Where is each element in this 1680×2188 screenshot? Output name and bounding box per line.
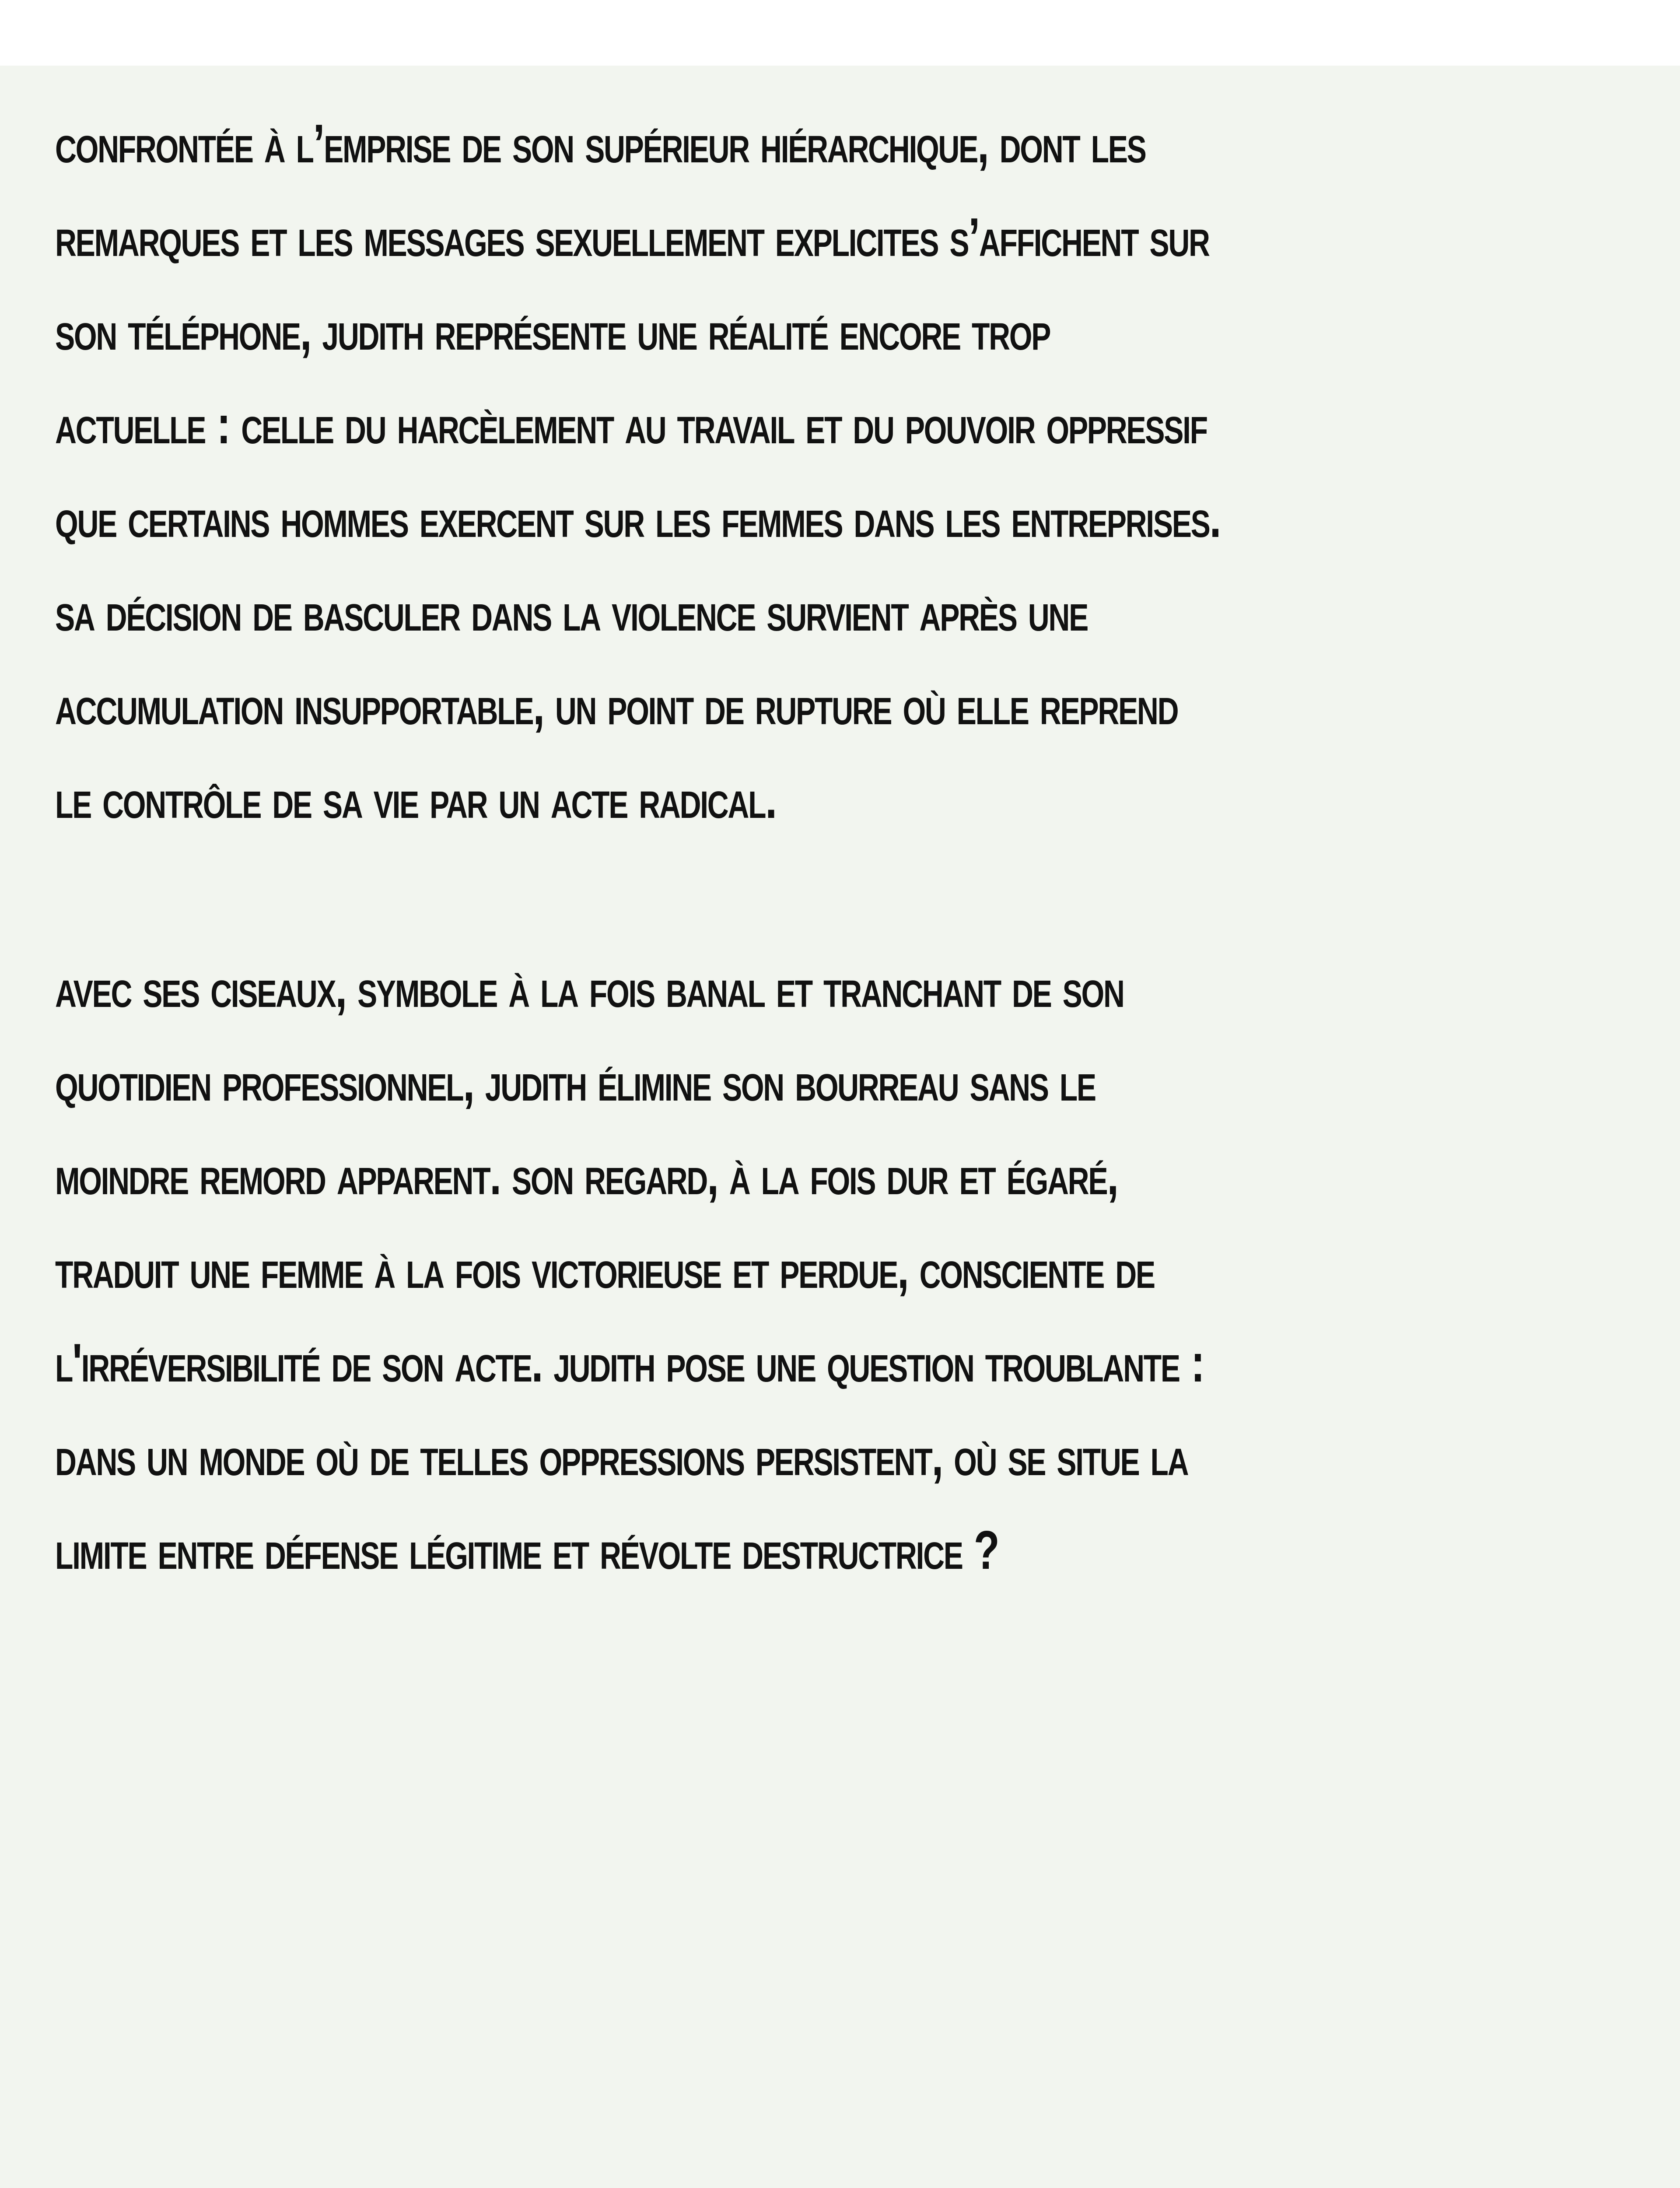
document-page xyxy=(0,66,1680,2188)
paragraph-line: quotidien professionnel, judith élimine son bourreau sans le xyxy=(55,1052,1096,1112)
paragraph-line: le contrôle de sa vie par un acte radical. xyxy=(55,769,776,830)
paragraph-1 xyxy=(55,97,1297,846)
paragraph-line: que certains hommes exercent sur les femmes dans les entreprises. xyxy=(55,488,1221,549)
paragraph-line: l'irréversibilité de son acte. judith pose une question troublante : xyxy=(55,1333,1204,1393)
paragraph-line: traduit une femme à la fois victorieuse et perdue, consciente de xyxy=(55,1239,1155,1300)
paragraph-line: moindre remord apparent. son regard, à la fois dur et égaré, xyxy=(55,1146,1118,1206)
paragraph-line: remarques et les messages sexuellement explicites s’affichent sur xyxy=(55,207,1209,268)
paragraph-line: son téléphone, judith représente une réalité encore trop xyxy=(55,301,1050,361)
paragraph-line: actuelle : celle du harcèlement au travail et du pouvoir oppressif xyxy=(55,395,1207,455)
paragraph-line: sa décision de basculer dans la violence survient après une xyxy=(55,582,1088,642)
paragraph-line: limite entre défense légitime et révolte destructrice ? xyxy=(55,1520,999,1581)
paragraph-2 xyxy=(55,942,1297,1597)
paragraph-line: accumulation insupportable, un point de rupture où elle reprend xyxy=(55,676,1178,736)
paragraph-line: avec ses ciseaux, symbole à la fois banal et tranchant de son xyxy=(55,958,1124,1019)
paragraph-line: confrontée à l’emprise de son supérieur hiérarchique, dont les xyxy=(55,114,1146,174)
paragraph-line: dans un monde où de telles oppressions persistent, où se situe la xyxy=(55,1427,1188,1487)
